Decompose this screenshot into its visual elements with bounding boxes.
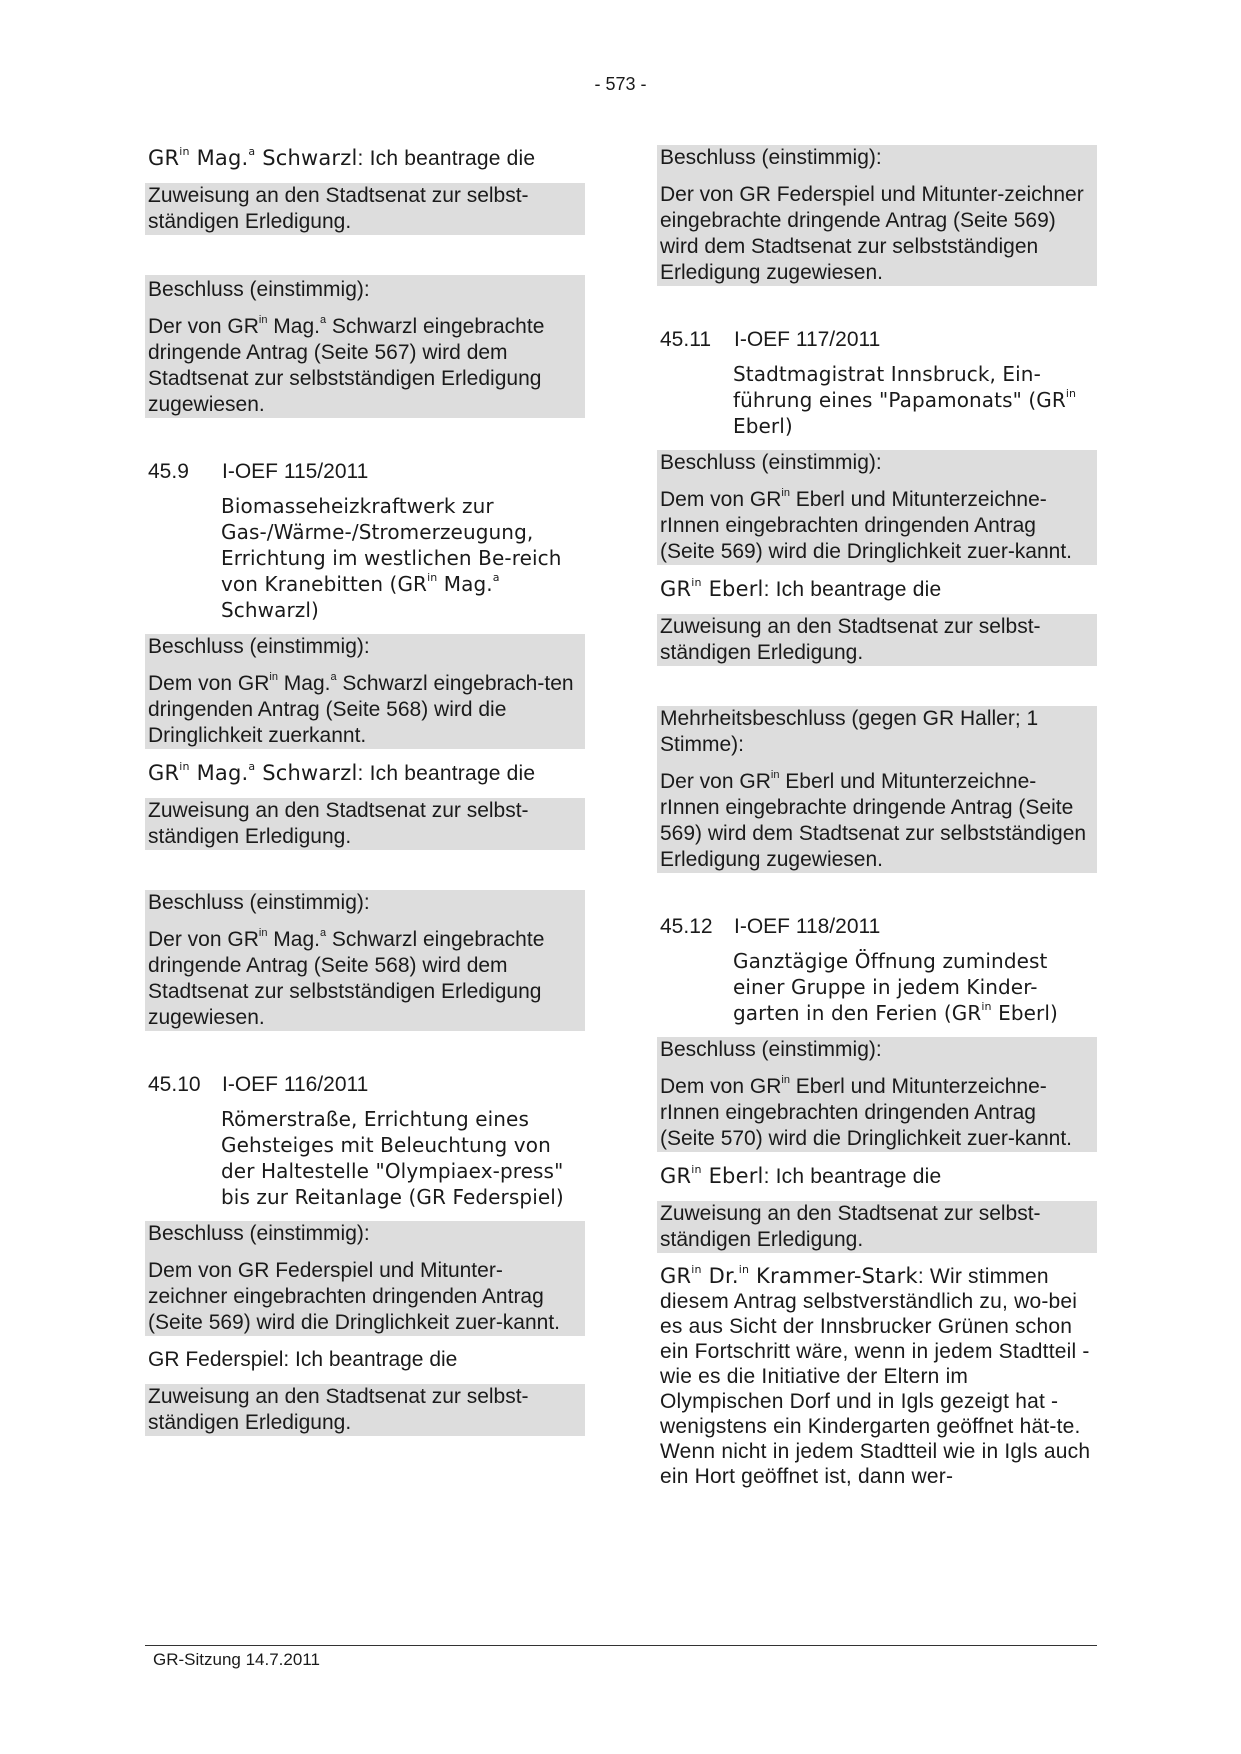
- speaker-line: $GR^{in}$ Mag.$^a$ Schwarzl: Ich beantrage die: [148, 760, 536, 785]
- item-code: I-OEF 118/2011: [734, 915, 881, 938]
- speaker-line: $GR^{in}$ Eberl: Ich beantrage die: [660, 576, 942, 601]
- page-number: - 573 -: [594, 74, 647, 94]
- zuweisung-box: Zuweisung an den Stadtsenat zur selbst-ständigen Erledigung.: [145, 1384, 585, 1436]
- beschluss-heading: Beschluss (einstimmig):: [145, 1221, 585, 1253]
- beschluss-text: Der von $GR^{in}$ Mag.$^a$ Schwarzl eingebrachte dringende Antrag (Seite 567) wird dem Stadtsenat zur selbstständigen Erledigung zugewiesen.: [145, 309, 585, 418]
- beschluss-heading: Beschluss (einstimmig):: [657, 1037, 1097, 1069]
- right-column: [657, 145, 1097, 1500]
- item-title: Biomasseheizkraftwerk zur Gas-/Wärme-/Stromerzeugung, Errichtung im westlichen Be-reich von Kranebitten ($GR^{in}$ Mag.$^a$ Schwarzl): [221, 494, 562, 622]
- agenda-item-45-10: [145, 1072, 585, 1098]
- beschluss-heading: Beschluss (einstimmig):: [657, 450, 1097, 482]
- beschluss-text: Der von $GR^{in}$ Mag.$^a$ Schwarzl eingebrachte dringende Antrag (Seite 568) wird dem Stadtsenat zur selbstständigen Erledigung zugewiesen.: [145, 922, 585, 1031]
- agenda-item-45-11: [657, 327, 1097, 353]
- item-title: Römerstraße, Errichtung eines Gehsteiges mit Beleuchtung von der Haltestelle "Olympiaex-press" bis zur Reitanlage (GR Federspiel): [221, 1107, 564, 1209]
- beschluss-text: Dem von $GR^{in}$ Eberl und Mitunterzeichne-rInnen eingebrachten dringenden Antrag (Seite 569) wird die Dringlichkeit zuer-kannt.: [657, 482, 1097, 565]
- beschluss-text: Dem von GR Federspiel und Mitunter-zeichner eingebrachten dringenden Antrag (Seite 569) wird die Dringlichkeit zuer-kannt.: [145, 1253, 585, 1336]
- beschluss-text: Der von $GR^{in}$ Eberl und Mitunterzeichne-rInnen eingebrachte dringende Antrag (Seite 569) wird dem Stadtsenat zur selbstständigen Erledigung zugewiesen.: [657, 764, 1097, 873]
- item-title: Ganztägige Öffnung zumindest einer Gruppe in jedem Kinder-garten in den Ferien ($GR^{in}$ Eberl): [733, 949, 1058, 1025]
- beschluss-heading: Beschluss (einstimmig):: [145, 275, 585, 309]
- statement-paragraph: $GR^{in}$ Dr.$^{in}$ Krammer-Stark: Wir stimmen diesem Antrag selbstverständlich zu, wo-bei es aus Sicht der Innsbrucker Grünen schon ein Fortschritt wäre, wenn in jedem Stadtteil - wie es die Initiative der Eltern im Olympischen Dorf und in Igls gezeigt hat - wenigstens ein Kindergarten geöffnet hät-te. Wenn nicht in jedem Stadtteil wie in Igls auch ein Hort geöffnet ist, dann wer-: [660, 1263, 1091, 1488]
- zuweisung-box: Zuweisung an den Stadtsenat zur selbst-ständigen Erledigung.: [145, 798, 585, 850]
- item-code: I-OEF 116/2011: [222, 1073, 369, 1096]
- agenda-item-45-9: [145, 459, 585, 485]
- zuweisung-box: Zuweisung an den Stadtsenat zur selbst-ständigen Erledigung.: [657, 614, 1097, 666]
- item-number: 45.10: [148, 1073, 201, 1096]
- left-column: [145, 145, 585, 1436]
- item-code: I-OEF 117/2011: [734, 328, 881, 351]
- speaker-line: $GR^{in}$ Eberl: Ich beantrage die: [660, 1163, 942, 1188]
- zuweisung-box: Zuweisung an den Stadtsenat zur selbst-ständigen Erledigung.: [657, 1201, 1097, 1253]
- beschluss-heading: Beschluss (einstimmig):: [145, 634, 585, 666]
- item-number: 45.12: [660, 915, 713, 938]
- beschluss-heading: Mehrheitsbeschluss (gegen GR Haller; 1 Stimme):: [657, 706, 1097, 764]
- beschluss-text: Dem von $GR^{in}$ Mag.$^a$ Schwarzl eingebrach-ten dringenden Antrag (Seite 568) wird die Dringlichkeit zuerkannt.: [145, 666, 585, 749]
- zuweisung-box: Zuweisung an den Stadtsenat zur selbst-ständigen Erledigung.: [145, 183, 585, 235]
- item-title: Stadtmagistrat Innsbruck, Ein-führung eines "Papamonats" ($GR^{in}$ Eberl): [733, 362, 1077, 438]
- item-code: I-OEF 115/2011: [222, 460, 369, 483]
- footer-divider: [145, 1645, 1097, 1646]
- item-number: 45.9: [148, 460, 189, 483]
- beschluss-text: Dem von $GR^{in}$ Eberl und Mitunterzeichne-rInnen eingebrachten dringenden Antrag (Seite 570) wird die Dringlichkeit zuer-kannt.: [657, 1069, 1097, 1152]
- speaker-line: $GR^{in}$ Mag.$^a$ Schwarzl: Ich beantrage die: [148, 145, 536, 170]
- beschluss-heading: Beschluss (einstimmig):: [145, 890, 585, 922]
- item-number: 45.11: [660, 328, 711, 351]
- speaker-line: GR Federspiel: Ich beantrage die: [148, 1348, 458, 1371]
- beschluss-heading: Beschluss (einstimmig):: [657, 145, 1097, 177]
- footer-session-date: GR-Sitzung 14.7.2011: [153, 1650, 320, 1669]
- beschluss-text: Der von GR Federspiel und Mitunter-zeichner eingebrachte dringende Antrag (Seite 569) wird dem Stadtsenat zur selbstständigen Erledigung zugewiesen.: [657, 177, 1097, 286]
- agenda-item-45-12: [657, 914, 1097, 940]
